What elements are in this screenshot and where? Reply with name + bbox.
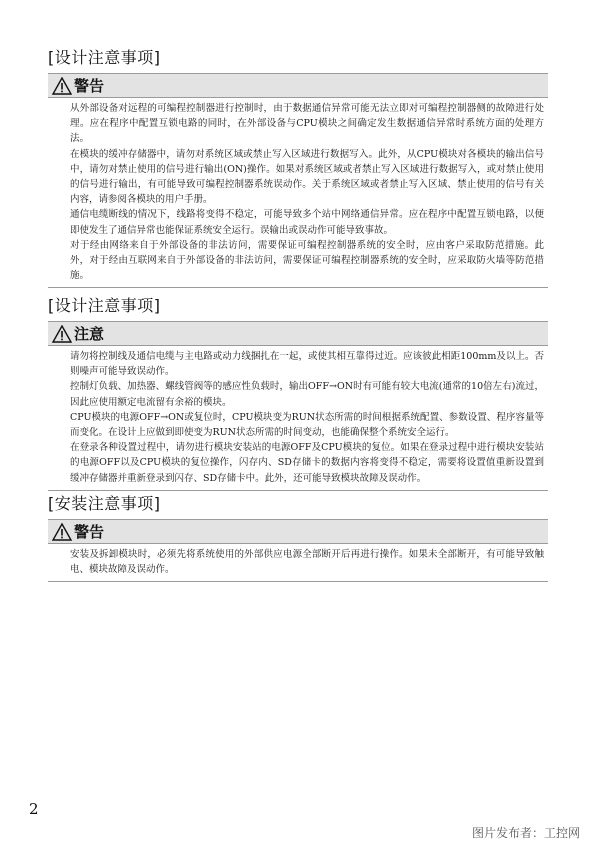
page-number: 2 bbox=[29, 800, 39, 818]
warning-box bbox=[48, 519, 548, 582]
warning-triangle-icon bbox=[52, 523, 72, 541]
box-header bbox=[48, 322, 548, 346]
design-warning-section bbox=[48, 48, 548, 288]
paragraph: 控制灯负载、加热器、螺线管阀等的感应性负载时，输出OFF→ON时有可能有较大电流(通常的10倍左右)流过，因此应使用额定电流留有余裕的模块。 bbox=[70, 381, 544, 408]
paragraph: CPU模块的电源OFF→ON或复位时，CPU模块变为RUN状态所需的时间根据系统配置、参数设置、程序容量等而变化。在设计上应做到即使变为RUN状态所需的时间变动，也能确保整个系统安全运行。 bbox=[70, 411, 544, 439]
warning-triangle-icon bbox=[52, 77, 72, 95]
section-title: [安装注意事项] bbox=[48, 494, 161, 513]
paragraph: 安装及拆卸模块时，必须先将系统使用的外部供应电源全部断开后再进行操作。如果未全部断开，有可能导致触电、模块故障及误动作。 bbox=[70, 549, 544, 576]
box-header bbox=[48, 520, 548, 544]
box-label: 注意 bbox=[74, 325, 105, 343]
watermark: 图片发布者：工控网 bbox=[471, 826, 580, 840]
section-title: [设计注意事项] bbox=[48, 296, 161, 315]
box-label: 警告 bbox=[74, 77, 105, 95]
installation-warning-section bbox=[48, 494, 548, 582]
paragraph: 对于经由网络来自于外部设备的非法访问，需要保证可编程控制器系统的安全时，应由客户采取防范措施。此外，对于经由互联网来自于外部设备的非法访问，需要保证可编程控制器系统的安全时，应采取防火墙等防范措施。 bbox=[70, 239, 544, 282]
box-body bbox=[48, 544, 548, 581]
design-caution-section bbox=[48, 296, 548, 491]
paragraph: 在模块的缓冲存储器中，请勿对系统区域或禁止写入区域进行数据写入。此外，从CPU模块对各模块的输出信号中，请勿对禁止使用的信号进行输出(ON)操作。如果对系统区域或者禁止写入区域进行数据写入，或对禁止使用的信号进行输出，有可能导致可编程控制器系统误动作。关于系统区域或者禁止写入区域、禁止使用的信号有关内容，请参阅各模块的用户手册。 bbox=[70, 148, 544, 206]
paragraph: 从外部设备对远程的可编程控制器进行控制时，由于数据通信异常可能无法立即对可编程控制器侧的故障进行处理。应在程序中配置互锁电路的同时，在外部设备与CPU模块之间确定发生数据通信异常时系统方面的处理方法。 bbox=[70, 103, 544, 145]
caution-box bbox=[48, 321, 548, 491]
paragraph: 请勿将控制线及通信电缆与主电路或动力线捆扎在一起，或使其相互靠得过近。应该彼此相距100mm及以上。否则噪声可能导致误动作。 bbox=[70, 351, 544, 378]
section-title: [设计注意事项] bbox=[48, 48, 161, 67]
paragraph: 通信电缆断线的情况下，线路将变得不稳定，可能导致多个站中网络通信异常。应在程序中配置互锁电路，以便即使发生了通信异常也能保证系统安全运行。误输出或误动作可能导致事故。 bbox=[70, 209, 544, 236]
paragraph: 在登录各种设置过程中，请勿进行模块安装站的电源OFF及CPU模块的复位。如果在登录过程中进行模块安装站的电源OFF以及CPU模块的复位操作，闪存内、SD存储卡的数据内容将变得不稳定，需要将设置值重新设置到缓冲存储器并重新登录到闪存、SD存储卡中。此外，还可能导致模块故障及误动作。 bbox=[70, 442, 544, 484]
warning-box bbox=[48, 73, 548, 288]
box-body bbox=[48, 346, 548, 490]
box-label: 警告 bbox=[74, 523, 105, 541]
warning-triangle-icon bbox=[52, 325, 72, 343]
box-body bbox=[48, 98, 548, 287]
box-header bbox=[48, 74, 548, 98]
